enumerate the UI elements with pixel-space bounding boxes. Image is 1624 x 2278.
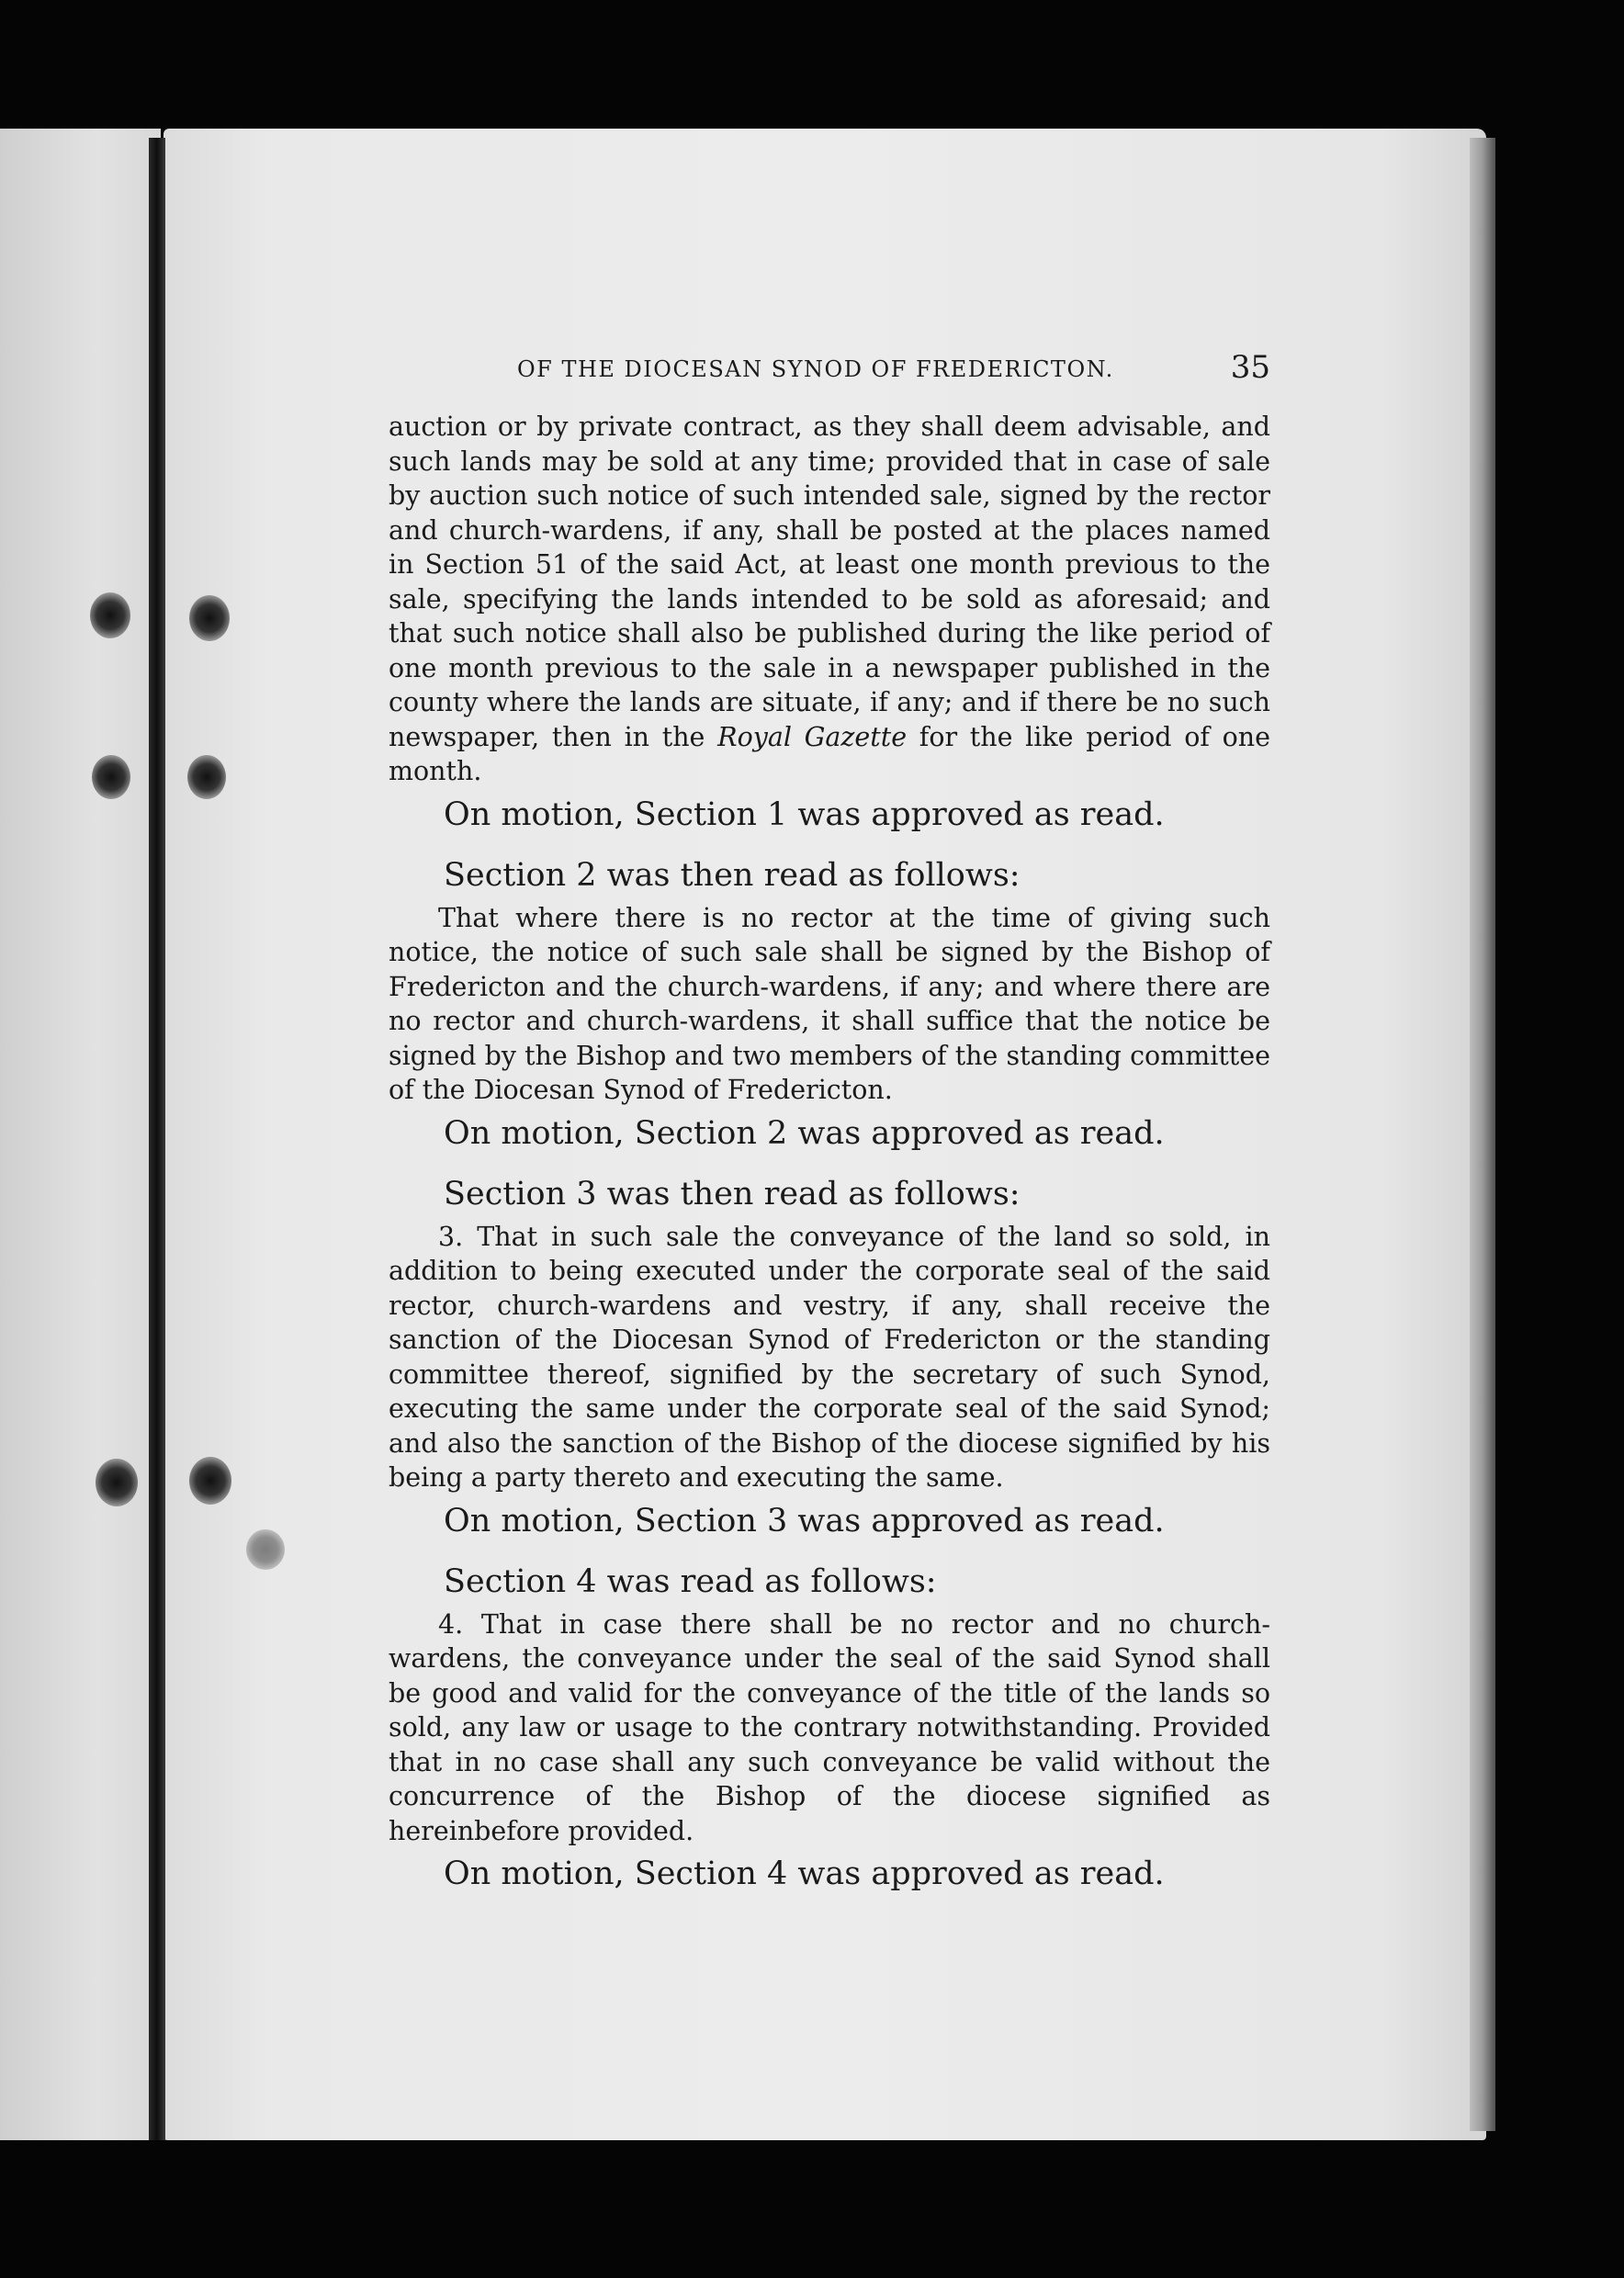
binding-hole xyxy=(96,1459,138,1506)
paragraph-section-4-text: 4. That in case there shall be no rector and no church-wardens, the conveyance under the seal of the said Synod shall be good and valid for the conveyance of the title of the lands so sold, any law or usage to the contrary notwithstanding. Provided that in no case shall any such conveyance be valid without the concurrence of the Bishop of the diocese signified as hereinbefore provided. xyxy=(389,1608,1270,1846)
binding-hole-shadow xyxy=(246,1529,285,1570)
paragraph-text: for the like period of one month. xyxy=(389,721,1270,786)
paragraph-section-1-text xyxy=(389,410,1270,789)
paragraph-section-2-text: That where there is no rector at the time of giving such notice, the notice of such sale shall be signed by the Bishop of Fredericton and the church-wardens, if any; and where there are no rector and church-wardens, it shall suffice that the notice be signed by the Bishop and two members of the standing committee of the Diocesan Synod of Fredericton. xyxy=(389,902,1270,1105)
binding-hole xyxy=(90,592,130,638)
page-number: 35 xyxy=(1230,349,1270,386)
heading-section-2: Section 2 was then read as follows: xyxy=(444,856,1021,894)
motion-section-3: On motion, Section 3 was approved as read. xyxy=(444,1502,1165,1539)
binding-hole xyxy=(92,755,130,799)
binding-hole xyxy=(189,595,230,641)
motion-section-2: On motion, Section 2 was approved as read. xyxy=(444,1114,1165,1152)
heading-section-3: Section 3 was then read as follows: xyxy=(444,1175,1021,1212)
left-page-edge xyxy=(0,129,161,2140)
motion-section-1: On motion, Section 1 was approved as read. xyxy=(444,795,1165,833)
heading-section-4: Section 4 was read as follows: xyxy=(444,1562,937,1600)
binding-hole xyxy=(187,755,226,799)
binding-hole xyxy=(189,1457,231,1505)
paragraph-text: auction or by private contract, as they shall deem advisable, and such lands may be sold at any time; provided that in case of sale by auction such notice of such intended sale, signed by the rector and church-wardens, if any, shall be posted at the places named in Section 51 of the said Act, at least one month previous to the sale, specifying the lands intended to be sold as aforesaid; and that such notice shall also be published during the like period of one month previous to the sale in a newspaper published in the county where the lands are situate, if any; and if there be no such newspaper, then in the xyxy=(389,412,1270,752)
page-text xyxy=(389,342,1270,1894)
page-block-edge xyxy=(1470,138,1495,2131)
running-head-title: OF THE DIOCESAN SYNOD OF FREDERICTON. xyxy=(517,356,1114,382)
motion-section-4: On motion, Section 4 was approved as read. xyxy=(444,1855,1165,1892)
italic-publication-name: Royal Gazette xyxy=(717,721,908,752)
running-head xyxy=(389,342,1270,397)
book-gutter xyxy=(149,138,165,2140)
paragraph-section-3-text: 3. That in such sale the conveyance of the land so sold, in addition to being executed under the corporate seal of the said rector, church-wardens and vestry, if any, shall receive the sanction of the Diocesan Synod of Fredericton or the standing committee thereof, signified by the secretary of such Synod, executing the same under the corporate seal of the said Synod; and also the sanction of the Bishop of the diocese signified by his being a party thereto and executing the same. xyxy=(389,1221,1270,1493)
